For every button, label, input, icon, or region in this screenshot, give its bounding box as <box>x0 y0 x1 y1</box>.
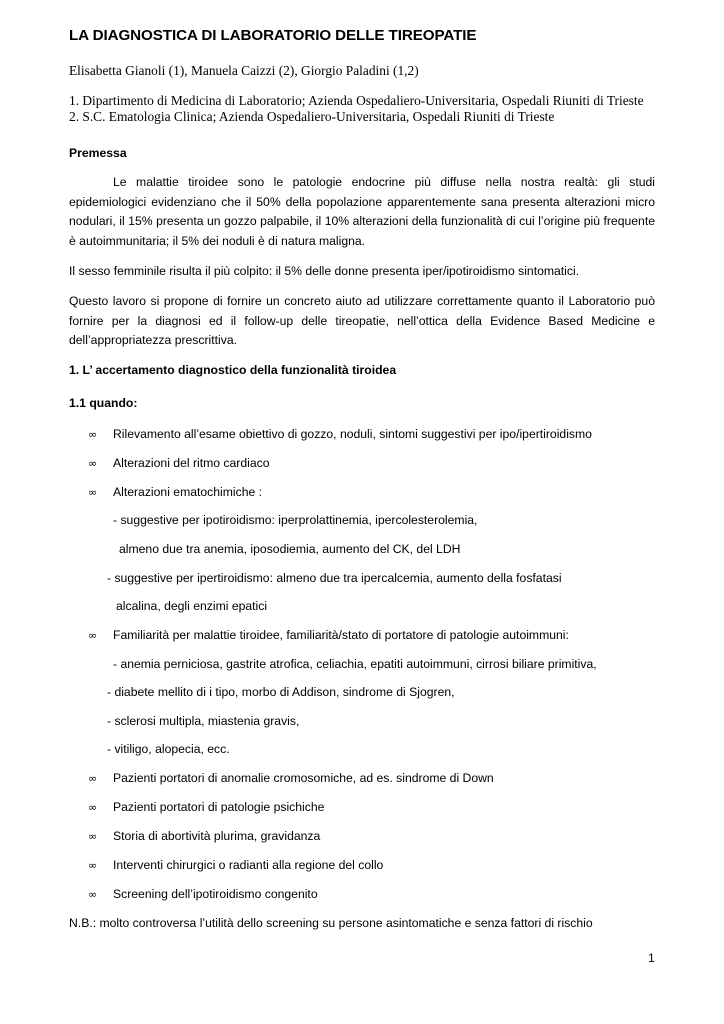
sub-item: - suggestive per ipotiroidismo: iperprolattinemia, ipercolesterolemia, <box>113 513 478 527</box>
paragraph-obiettivo: Questo lavoro si propone di fornire un concreto aiuto ad utilizzare correttamente quanto il Laboratorio può fornire per la diagnosi ed il follow-up delle tireopatie, nell’ottica della Evidence Based Medicine e dell’appropriatezza prescrittiva. <box>69 294 655 348</box>
infinity-bullet-icon: ∞ <box>88 457 98 470</box>
sub-item: almeno due tra anemia, iposodiemia, aumento del CK, del LDH <box>119 542 461 556</box>
section-heading-1: 1. L’ accertamento diagnostico della funzionalità tiroidea <box>69 363 397 377</box>
subsection-heading-1-1: 1.1 quando: <box>69 396 138 410</box>
authors-line: Elisabetta Gianoli (1), Manuela Caizzi (2), Giorgio Paladini (1,2) <box>69 63 419 78</box>
list-item: ∞ Alterazioni del ritmo cardiaco <box>88 456 270 470</box>
section-heading-premessa: Premessa <box>69 146 127 160</box>
list-item: ∞ Pazienti portatori di anomalie cromosomiche, ad es. sindrome di Down <box>88 771 494 785</box>
affiliation-2: 2. S.C. Ematologia Clinica; Azienda Ospedaliero-Universitaria, Ospedali Riuniti di Trieste <box>69 109 555 124</box>
paragraph-intro-text: Le malattie tiroidee sono le patologie endocrine più diffuse nella nostra realtà: gli studi epidemiologici evidenziano che il 50% della popolazione apparentemente sana presenta alterazioni micro nodulari, il 15% presenta un gozzo palpabile, il 10% alterazioni della funzionalità di cui l’origine più frequente è autoimmunitaria; il 5% dei noduli è di natura maligna. <box>69 175 655 249</box>
sub-item: - sclerosi multipla, miastenia gravis, <box>107 714 300 728</box>
sub-item: - vitiligo, alopecia, ecc. <box>107 742 230 756</box>
paragraph-sesso: Il sesso femminile risulta il più colpito: il 5% delle donne presenta iper/ipotiroidismo sintomatici. <box>69 264 580 278</box>
list-item: ∞ Interventi chirurgici o radianti alla regione del collo <box>88 858 384 872</box>
list-item: ∞ Rilevamento all’esame obiettivo di gozzo, noduli, sintomi suggestivi per ipo/ipertiroidismo <box>88 427 592 441</box>
sub-item: - suggestive per ipertiroidismo: almeno due tra ipercalcemia, aumento della fosfatasi <box>107 571 562 585</box>
list-item: ∞ Familiarità per malattie tiroidee, familiarità/stato di portatore di patologie autoimmuni: <box>88 628 569 642</box>
document-title: LA DIAGNOSTICA DI LABORATORIO DELLE TIREOPATIE <box>69 27 477 44</box>
infinity-bullet-icon: ∞ <box>88 859 98 872</box>
infinity-bullet-icon: ∞ <box>88 801 98 814</box>
page-number: 1 <box>648 951 655 965</box>
infinity-bullet-icon: ∞ <box>88 629 98 642</box>
infinity-bullet-icon: ∞ <box>88 772 98 785</box>
affiliation-1: 1. Dipartimento di Medicina di Laboratorio; Azienda Ospedaliero-Universitaria, Ospedali Riuniti di Trieste <box>69 93 644 108</box>
infinity-bullet-icon: ∞ <box>88 888 98 901</box>
sub-item: - anemia perniciosa, gastrite atrofica, celiachia, epatiti autoimmuni, cirrosi biliare primitiva, <box>113 657 597 671</box>
sub-item: alcalina, degli enzimi epatici <box>116 599 268 613</box>
list-item: ∞ Alterazioni ematochimiche : <box>88 485 263 499</box>
list-item: ∞ Storia di abortività plurima, gravidanza <box>88 829 321 843</box>
paragraph-intro <box>69 173 655 252</box>
infinity-bullet-icon: ∞ <box>88 428 98 441</box>
list-item: ∞ Pazienti portatori di patologie psichiche <box>88 800 325 814</box>
list-item: ∞ Screening dell’ipotiroidismo congenito <box>88 887 318 901</box>
infinity-bullet-icon: ∞ <box>88 830 98 843</box>
note-nb: N.B.: molto controversa l’utilità dello screening su persone asintomatiche e senza fattori di rischio <box>69 916 593 930</box>
infinity-bullet-icon: ∞ <box>88 486 98 499</box>
sub-item: - diabete mellito di i tipo, morbo di Addison, sindrome di Sjogren, <box>107 685 455 699</box>
